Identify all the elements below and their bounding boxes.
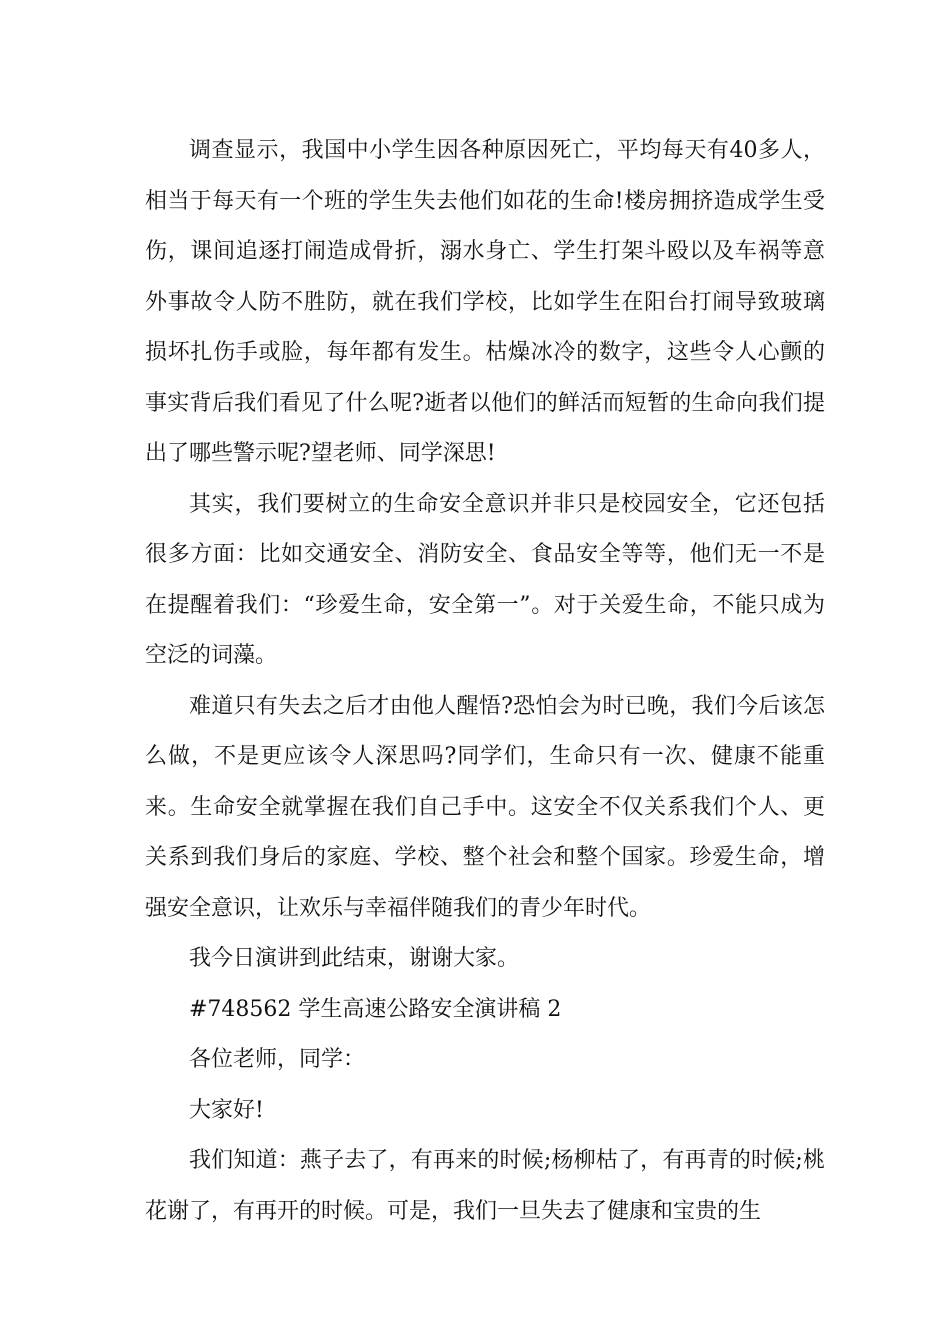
section-heading: #748562 学生高速公路安全演讲稿 2 [189,996,562,1022]
salutation: 各位老师，同学： [189,1047,366,1072]
paragraph-closing: 我今日演讲到此结束，谢谢大家。 [189,946,520,971]
paragraph-opening: 我们知道：燕子去了，有再来的时候;杨柳枯了，有再青的时候;桃花谢了，有再开的时候。可是，我们一旦失去了健康和宝贵的生 [145,1148,825,1224]
document-body [145,126,825,1237]
paragraph-reflection: 难道只有失去之后才由他人醒悟?恐怕会为时已晚，我们今后该怎么做，不是更应该令人深思吗?同学们，生命只有一次、健康不能重来。生命安全就掌握在我们自己手中。这安全不仅关系我们个人、更关系到我们身后的家庭、学校、整个社会和整个国家。珍爱生命，增强安全意识，让欢乐与幸福伴随我们的青少年时代。 [145,693,825,921]
paragraph-safety-awareness: 其实，我们要树立的生命安全意识并非只是校园安全，它还包括很多方面：比如交通安全、消防安全、食品安全等等，他们无一不是在提醒着我们：“珍爱生命，安全第一”。对于关爱生命，不能只成为空泛的词藻。 [145,491,825,668]
paragraph-statistics: 调查显示，我国中小学生因各种原因死亡，平均每天有40多人，相当于每天有一个班的学生失去他们如花的生命!楼房拥挤造成学生受伤，课间追逐打闹造成骨折，溺水身亡、学生打架斗殴以及车祸等意外事故令人防不胜防，就在我们学校，比如学生在阳台打闹导致玻璃损坏扎伤手或脸，每年都有发生。枯燥冰冷的数字，这些令人心颤的事实背后我们看见了什么呢?逝者以他们的鲜活而短暂的生命向我们提出了哪些警示呢?望老师、同学深思! [145,138,825,466]
greeting: 大家好! [189,1097,264,1123]
